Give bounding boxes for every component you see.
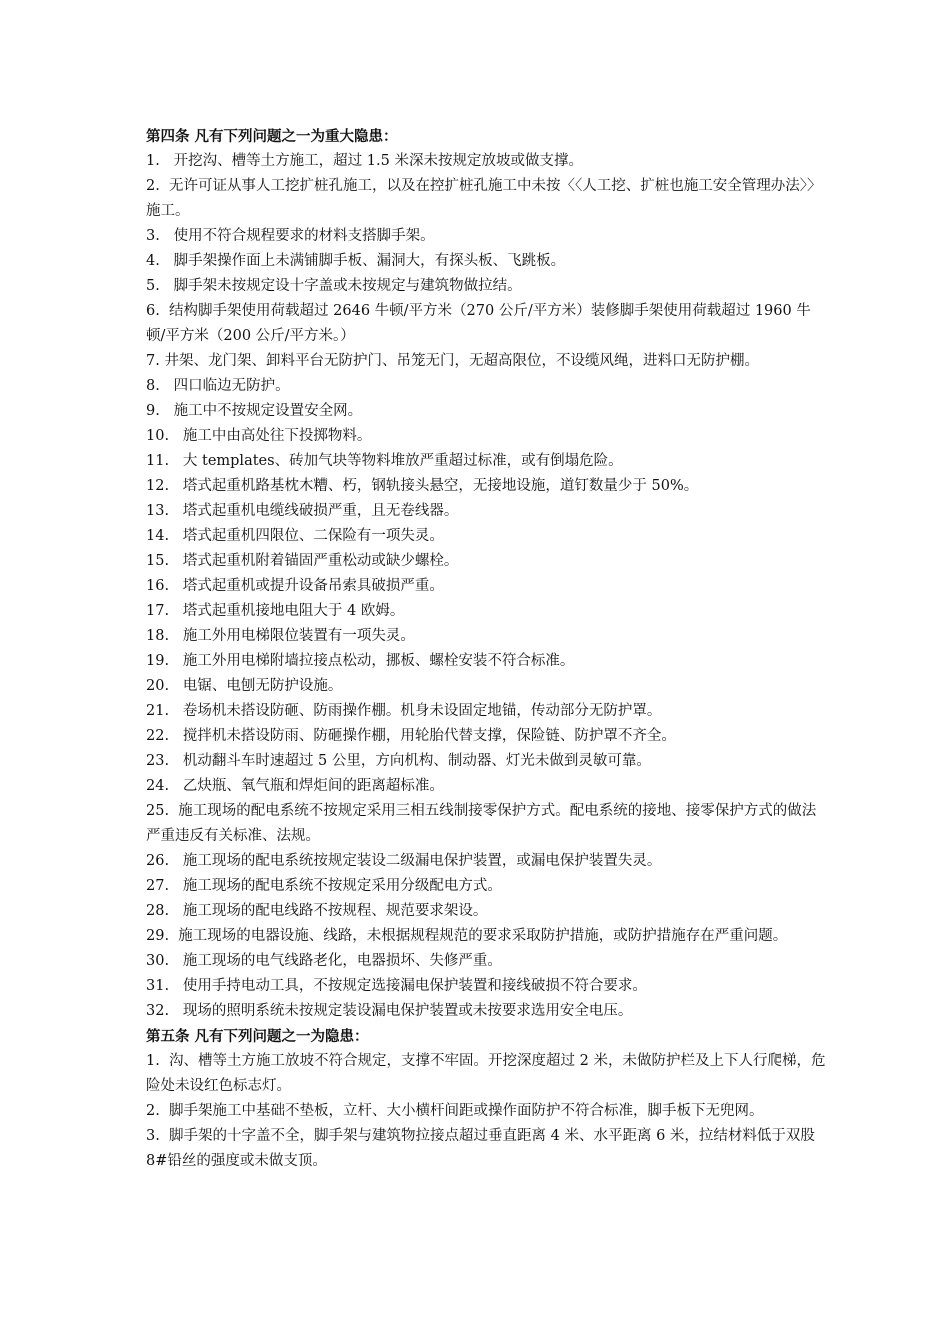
list-item: 9. 施工中不按规定设置安全网。 [146,403,363,419]
list-item: 14. 塔式起重机四限位、二保险有一项失灵。 [146,528,444,544]
list-item: 15. 塔式起重机附着锚固严重松动或缺少螺栓。 [146,553,459,569]
list-item: 16. 塔式起重机或提升设备吊索具破损严重。 [146,578,444,594]
list-item: 11. 大 templates、砖加气块等物料堆放严重超过标准，或有倒塌危险。 [146,453,623,469]
list-item: 25. 施工现场的配电系统不按规定采用三相五线制接零保护方式。配电系统的接地、接零保护方式的做法严重违反有关标准、法规。 [146,803,817,844]
list-item: 19. 施工外用电梯附墙拉接点松动，挪板、螺栓安装不符合标准。 [146,653,575,669]
section-5-list [146,1049,826,1174]
list-item: 3. 脚手架的十字盖不全，脚手架与建筑物拉接点超过垂直距离 4 米、水平距离 6 米，拉结材料低于双股 8#铅丝的强度或未做支顶。 [146,1128,820,1169]
list-item: 21. 卷场机未搭设防砸、防雨操作棚。机身未设固定地锚，传动部分无防护罩。 [146,703,662,719]
list-item: 1. 沟、槽等土方施工放坡不符合规定，支撑不牢固。开挖深度超过 2 米，未做防护栏及上下人行爬梯，危险处未设红色标志灯。 [146,1053,826,1094]
document-page [146,124,826,1174]
list-item: 13. 塔式起重机电缆线破损严重，且无卷线器。 [146,503,459,519]
list-item: 29. 施工现场的电器设施、线路，未根据规程规范的要求采取防护措施，或防护措施存在严重问题。 [146,928,788,944]
list-item: 18. 施工外用电梯限位装置有一项失灵。 [146,628,415,644]
list-item: 27. 施工现场的配电系统不按规定采用分级配电方式。 [146,878,502,894]
list-item: 3. 使用不符合规程要求的材料支搭脚手架。 [146,228,435,244]
list-item: 20. 电锯、电刨无防护设施。 [146,678,343,694]
section-4-list [146,149,826,1024]
list-item: 17. 塔式起重机接地电阻大于 4 欧姆。 [146,603,405,619]
list-item: 1. 开挖沟、槽等土方施工，超过 1.5 米深未按规定放坡或做支撑。 [146,153,583,169]
list-item: 28. 施工现场的配电线路不按规程、规范要求架设。 [146,903,488,919]
list-item: 6. 结构脚手架使用荷载超过 2646 牛顿/平方米（270 公斤/平方米）装修脚手架使用荷载超过 1960 牛顿/平方米（200 公斤/平方米。） [146,303,811,344]
section-4-heading: 第四条 凡有下列问题之一为重大隐患： [146,128,398,145]
list-item: 5. 脚手架未按规定设十字盖或未按规定与建筑物做拉结。 [146,278,522,294]
list-item: 2. 脚手架施工中基础不垫板，立杆、大小横杆间距或操作面防护不符合标准，脚手板下无兜网。 [146,1103,764,1119]
section-5-heading: 第五条 凡有下列问题之一为隐患： [146,1028,369,1045]
list-item: 24. 乙炔瓶、氧气瓶和焊炬间的距离超标准。 [146,778,444,794]
list-item: 10. 施工中由高处往下投掷物料。 [146,428,372,444]
list-item: 12. 塔式起重机路基枕木糟、朽，钢轨接头悬空，无接地设施，道钉数量少于 50%。 [146,478,699,494]
list-item: 23. 机动翻斗车时速超过 5 公里，方向机构、制动器、灯光未做到灵敏可靠。 [146,753,651,769]
list-item: 22. 搅拌机未搭设防雨、防砸操作棚，用轮胎代替支撑，保险链、防护罩不齐全。 [146,728,676,744]
list-item: 4. 脚手架操作面上未满铺脚手板、漏洞大，有探头板、飞跳板。 [146,253,566,269]
list-item: 2. 无许可证从事人工挖扩桩孔施工，以及在控扩桩孔施工中未按〈〈人工挖、扩桩也施工安全管理办法〉〉施工。 [146,178,822,219]
list-item: 26. 施工现场的配电系统按规定装设二级漏电保护装置，或漏电保护装置失灵。 [146,853,662,869]
list-item: 7. 井架、龙门架、卸料平台无防护门、吊笼无门，无超高限位，不设缆风绳，进料口无防护棚。 [146,353,759,369]
list-item: 30. 施工现场的电气线路老化，电器损坏、失修严重。 [146,953,502,969]
list-item: 8. 四口临边无防护。 [146,378,290,394]
list-item: 31. 使用手持电动工具，不按规定选接漏电保护装置和接线破损不符合要求。 [146,978,647,994]
list-item: 32. 现场的照明系统未按规定装设漏电保护装置或未按要求选用安全电压。 [146,1003,633,1019]
